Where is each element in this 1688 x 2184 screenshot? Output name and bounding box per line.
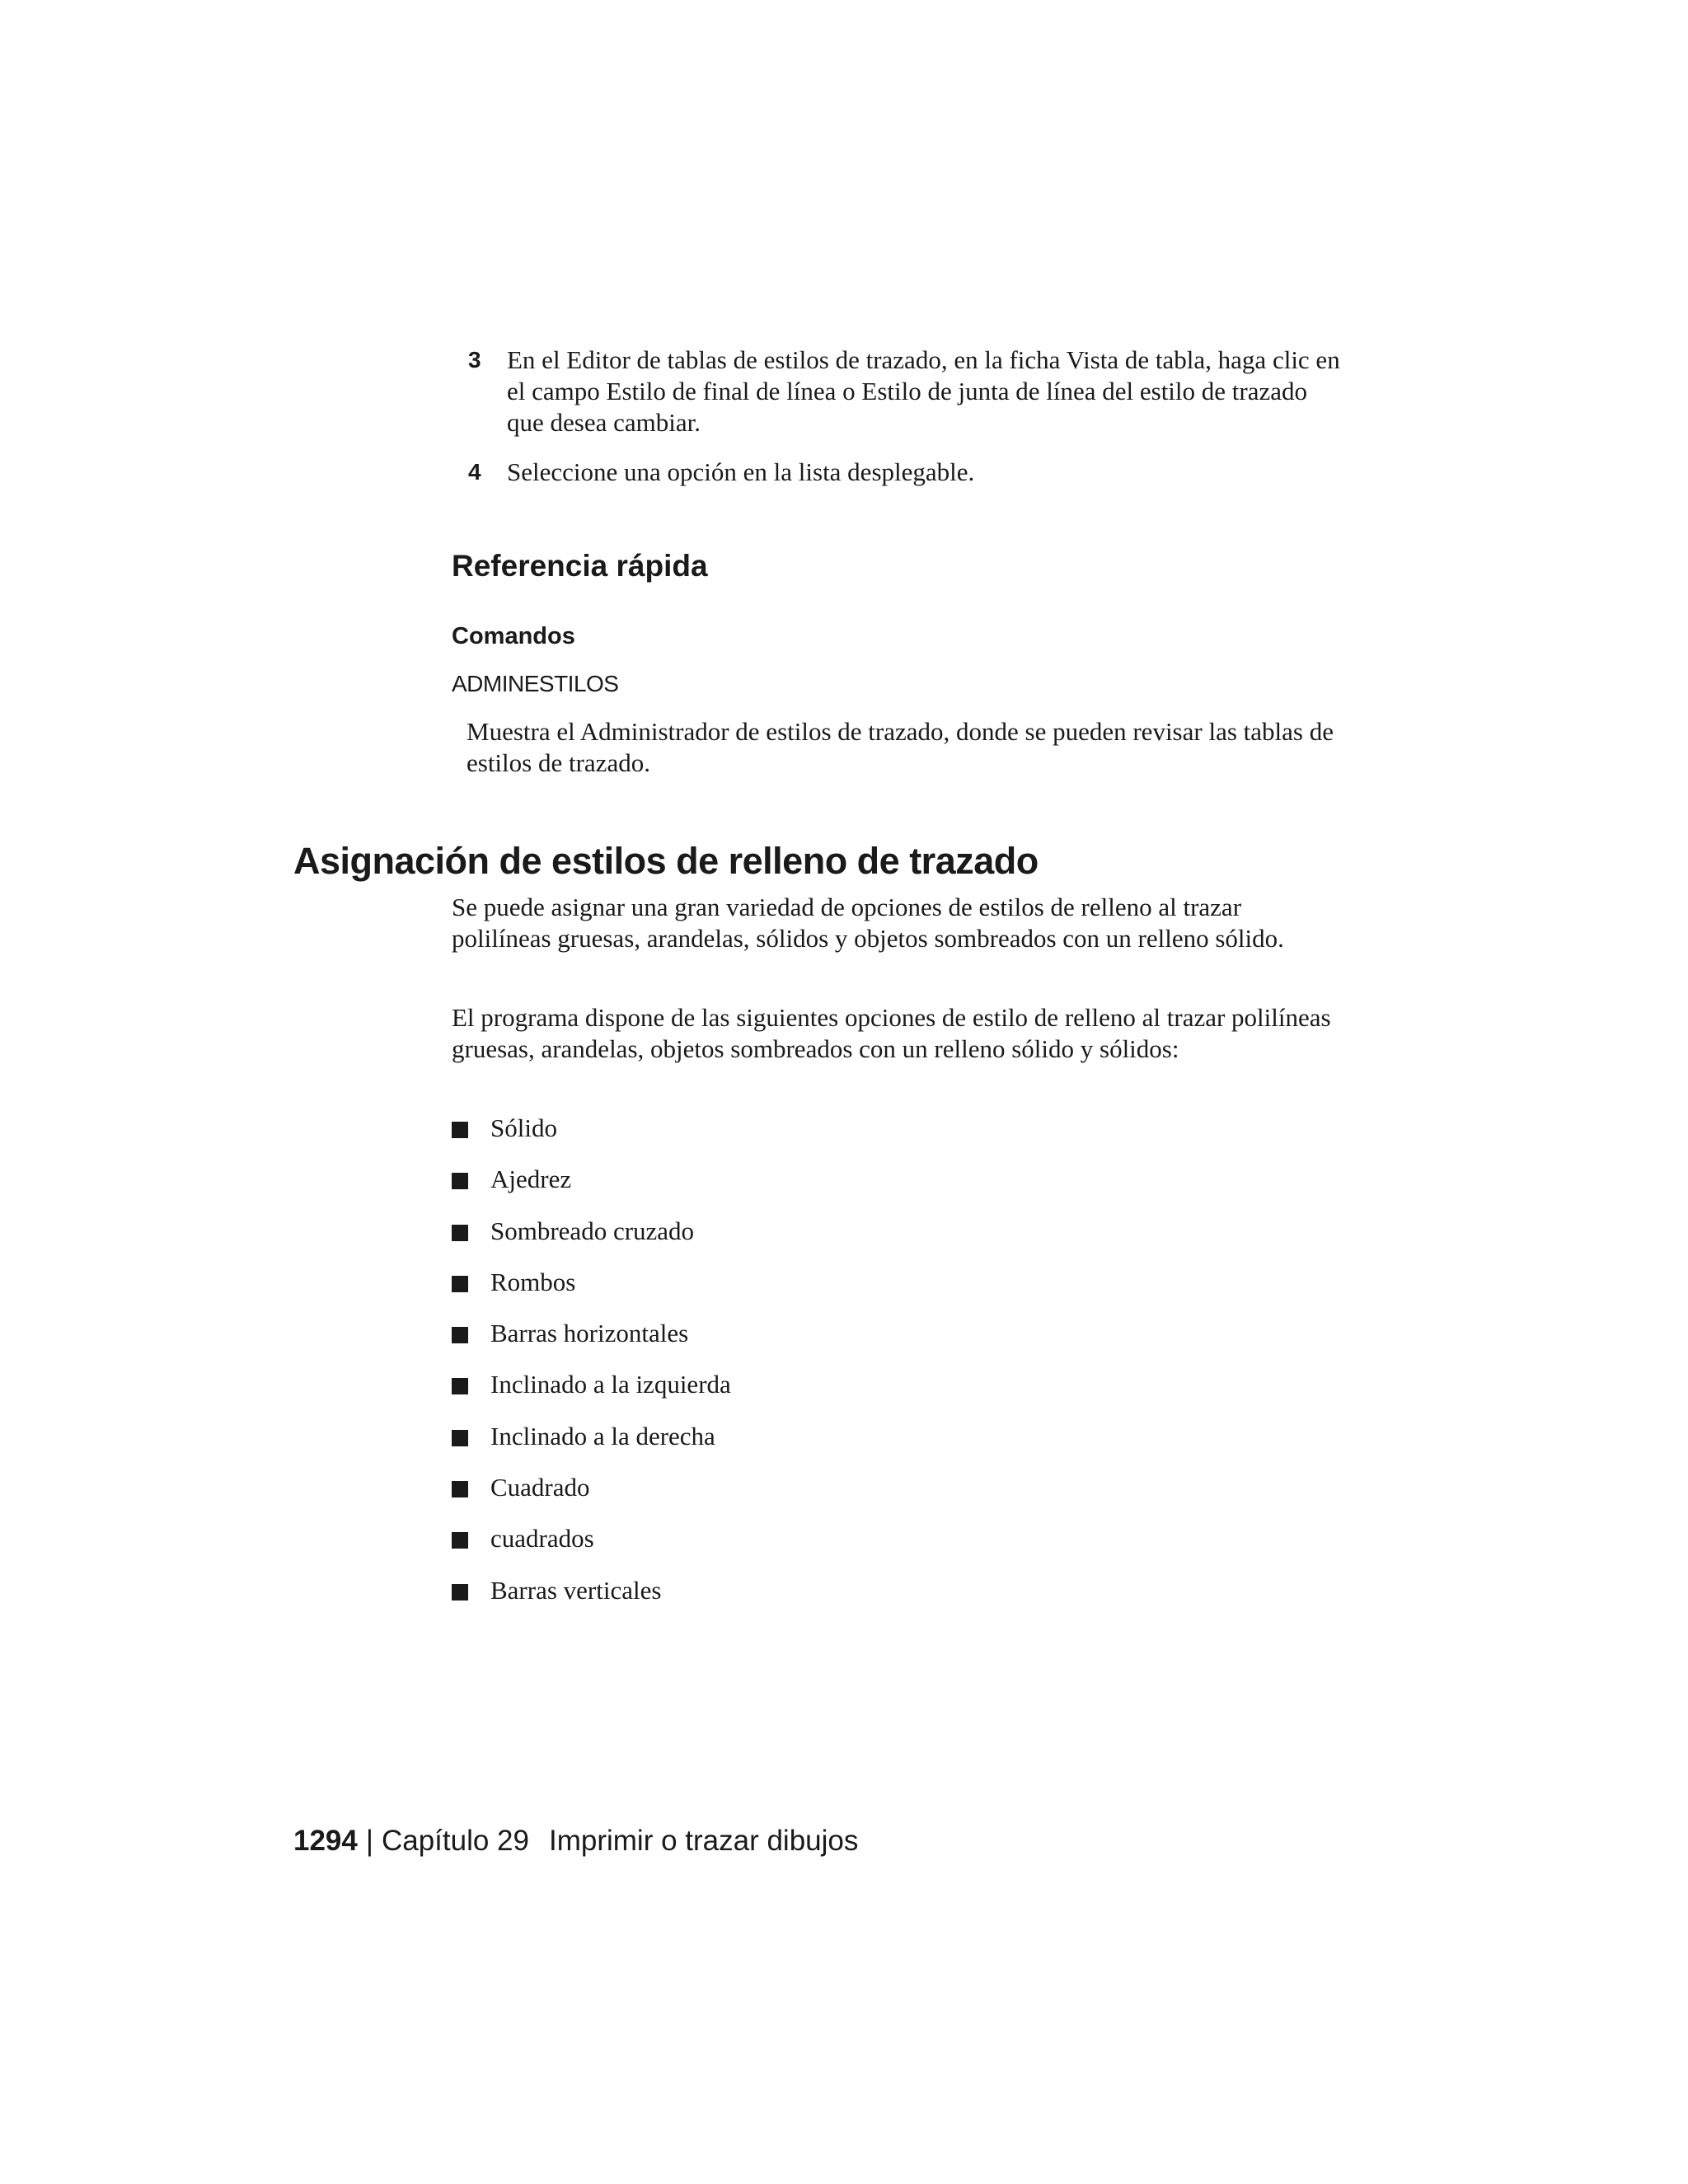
step-number: 4 xyxy=(468,459,481,485)
fill-style-label: Sombreado cruzado xyxy=(490,1216,695,1245)
square-bullet-icon xyxy=(452,1327,468,1343)
fill-style-label: Barras verticales xyxy=(490,1575,662,1605)
list-item xyxy=(452,1216,731,1267)
list-item xyxy=(452,1421,731,1472)
fill-style-label: Ajedrez xyxy=(490,1165,572,1194)
step-text: En el Editor de tablas de estilos de trazado, en la ficha Vista de tabla, haga clic en el campo Estilo de final de línea o Estilo de junta de línea del estilo de trazado que desea cambiar. xyxy=(507,345,1340,437)
list-item xyxy=(452,1472,731,1523)
square-bullet-icon xyxy=(452,1430,468,1446)
fill-style-label: Sólido xyxy=(490,1113,557,1142)
fill-style-label: Cuadrado xyxy=(490,1473,590,1502)
square-bullet-icon xyxy=(452,1378,468,1394)
square-bullet-icon xyxy=(452,1532,468,1549)
square-bullet-icon xyxy=(452,1481,468,1497)
section-paragraph-2: El programa dispone de las siguientes opciones de estilo de relleno al trazar polilíneas gruesas, arandelas, objetos sombreados con un relleno sólido y sólidos: xyxy=(452,1003,1331,1063)
step-3 xyxy=(467,344,1340,438)
step-number: 3 xyxy=(468,347,481,373)
command-name: ADMINESTILOS xyxy=(452,671,619,696)
quick-reference-heading: Referencia rápida xyxy=(452,549,708,583)
fill-style-label: Inclinado a la izquierda xyxy=(490,1370,731,1399)
list-item xyxy=(452,1369,731,1420)
list-item xyxy=(452,1113,731,1164)
chapter-title: Imprimir o trazar dibujos xyxy=(549,1825,859,1857)
list-item xyxy=(452,1523,731,1574)
commands-heading: Comandos xyxy=(452,623,575,649)
fill-style-label: Inclinado a la derecha xyxy=(490,1421,715,1451)
command-description: Muestra el Administrador de estilos de trazado, donde se pueden revisar las tablas de estilos de trazado. xyxy=(467,717,1334,777)
footer-separator: | xyxy=(365,1825,373,1857)
fill-style-label: cuadrados xyxy=(490,1524,594,1554)
section-paragraph-1: Se puede asignar una gran variedad de opciones de estilos de relleno al trazar polilíneas gruesas, arandelas, sólidos y objetos sombreados con un relleno sólido. xyxy=(452,893,1284,953)
page-number: 1294 xyxy=(293,1825,358,1857)
list-item xyxy=(452,1575,731,1626)
fill-style-label: Rombos xyxy=(490,1267,576,1296)
square-bullet-icon xyxy=(452,1173,468,1189)
list-item xyxy=(452,1164,731,1215)
fill-style-label: Barras horizontales xyxy=(490,1319,689,1348)
step-4 xyxy=(467,457,1340,488)
page-footer xyxy=(293,1823,858,1859)
square-bullet-icon xyxy=(452,1584,468,1601)
square-bullet-icon xyxy=(452,1122,468,1138)
square-bullet-icon xyxy=(452,1225,468,1241)
square-bullet-icon xyxy=(452,1276,468,1292)
fill-style-list xyxy=(452,1113,731,1626)
chapter-label: Capítulo 29 xyxy=(381,1825,529,1857)
list-item xyxy=(452,1267,731,1318)
step-text: Seleccione una opción en la lista desplegable. xyxy=(507,457,975,486)
list-item xyxy=(452,1318,731,1369)
section-title: Asignación de estilos de relleno de trazado xyxy=(293,840,1039,882)
